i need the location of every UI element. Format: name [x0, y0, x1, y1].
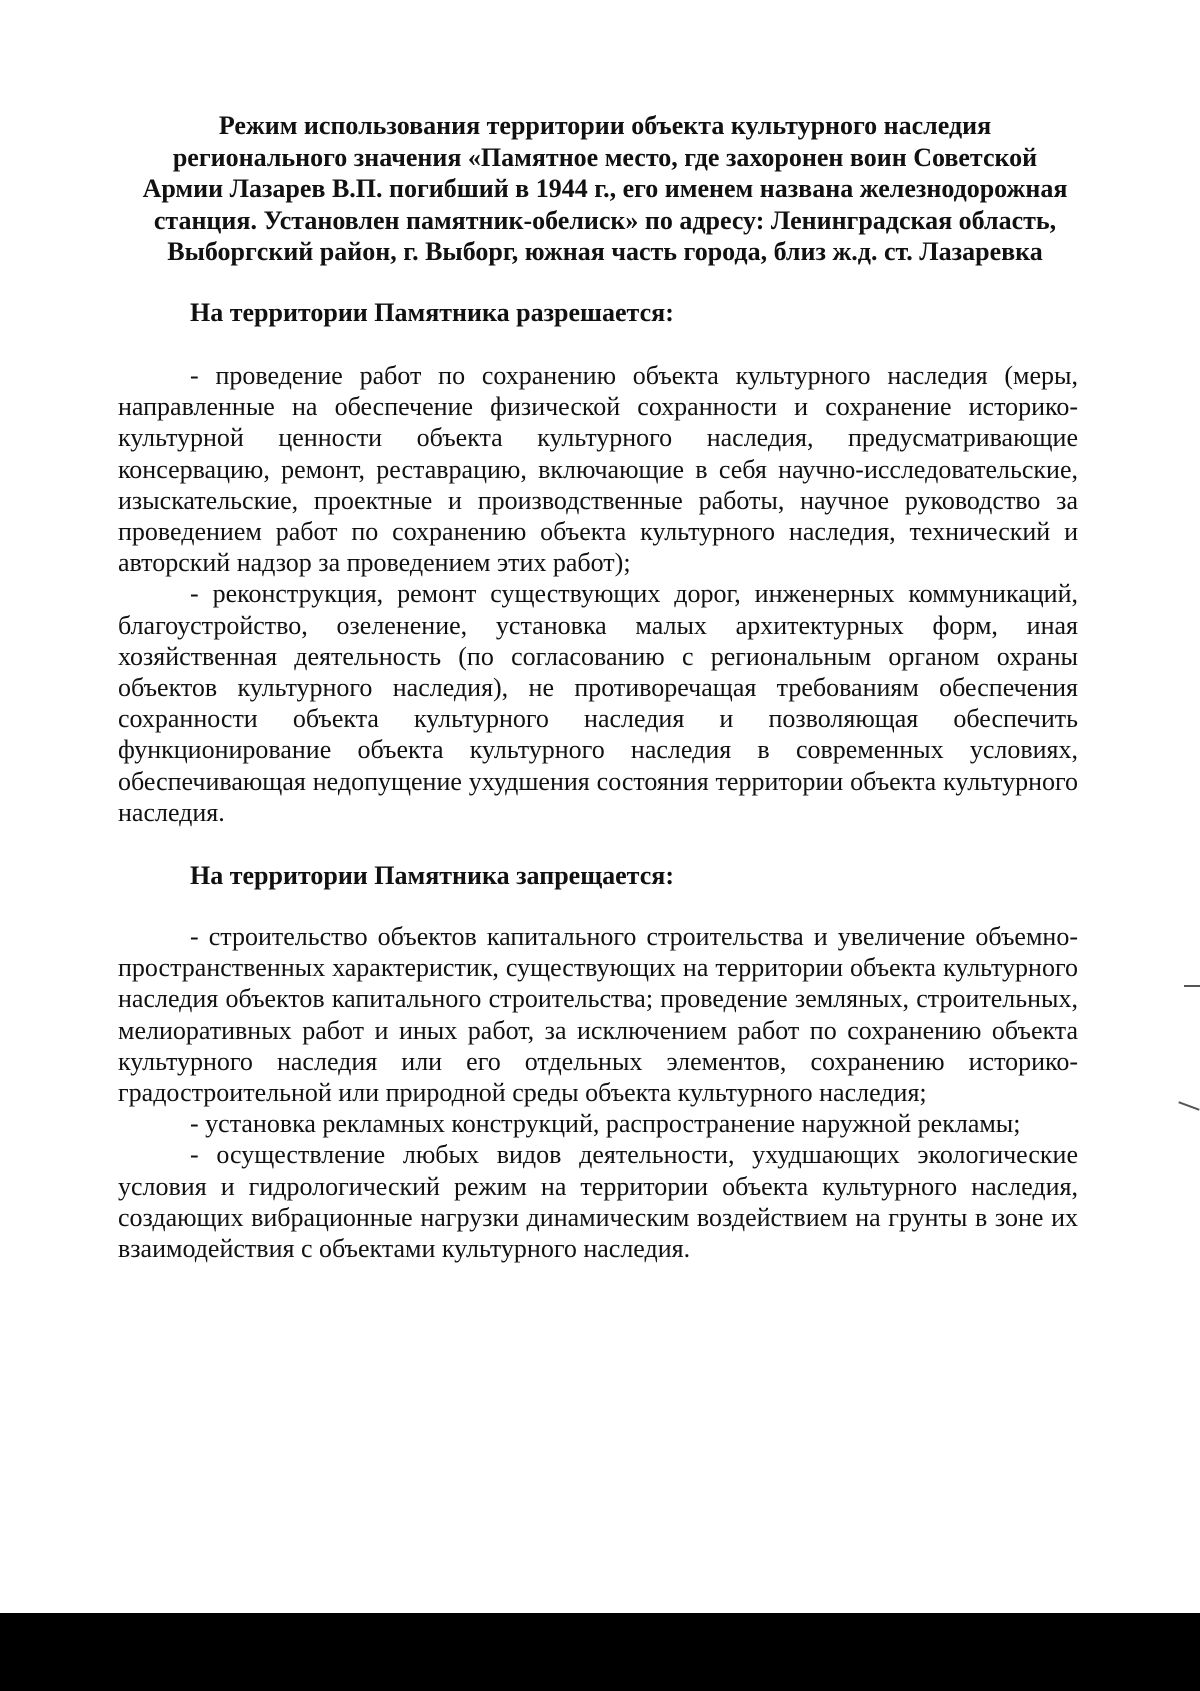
- forbidden-paragraph-3: - осуществление любых видов деятельности, ухудшающих экологические условия и гидрологический режим на территории объекта культурного наследия, создающих вибрационные нагрузки динамическим воздействием на грунты в зоне их взаимодействия с объектами культурного наследия.: [118, 1140, 1078, 1264]
- forbidden-section: [118, 921, 1078, 1264]
- document-title: Режим использования территории объекта культурного наследия регионального значения «Памятное место, где захоронен воин Советской Армии Лазарев В.П. погибший в 1944 г., его именем названа железнодорожная станция. Установлен памятник-обелиск» по адресу: Ленинградская область, Выборгский район, г. Выборг, южная часть города, близ ж.д. ст. Лазаревка: [142, 111, 1068, 266]
- allowed-paragraph-1: - проведение работ по сохранению объекта культурного наследия (меры, направленные на обеспечение физической сохранности и сохранение историко-культурной ценности объекта культурного наследия, предусматривающие консервацию, ремонт, реставрацию, включающие в себя научно-исследовательские, изыскательские, проектные и производственные работы, научное руководство за проведением работ по сохранению объекта культурного наследия, технический и авторский надзор за проведением этих работ);: [118, 361, 1078, 578]
- scan-edge-mark: [1178, 1101, 1199, 1110]
- forbidden-paragraph-1: - строительство объектов капитального строительства и увеличение объемно-пространственных характеристик, существующих на территории объекта культурного наследия объектов капитального строительства; проведение земляных, строительных, мелиоративных работ и иных работ, за исключением работ по сохранению объекта культурного наследия или его отдельных элементов, сохранению историко-градостроительной или природной среды объекта культурного наследия;: [118, 922, 1078, 1108]
- scan-edge-mark: [1184, 985, 1200, 987]
- allowed-heading: На территории Памятника разрешается:: [190, 298, 674, 327]
- scan-border-bar: [0, 1613, 1200, 1691]
- forbidden-paragraph-2: - установка рекламных конструкций, распространение наружной рекламы;: [190, 1109, 1021, 1139]
- allowed-section: [118, 360, 1078, 828]
- forbidden-heading: На территории Памятника запрещается:: [190, 861, 675, 890]
- allowed-paragraph-2: - реконструкция, ремонт существующих дорог, инженерных коммуникаций, благоустройство, озеленение, установка малых архитектурных форм, иная хозяйственная деятельность (по согласованию с региональным органом охраны объектов культурного наследия), не противоречащая требованиям обеспечения сохранности объекта культурного наследия и позволяющая обеспечить функционирование объекта культурного наследия в современных условиях, обеспечивающая недопущение ухудшения состояния территории объекта культурного наследия.: [118, 579, 1078, 827]
